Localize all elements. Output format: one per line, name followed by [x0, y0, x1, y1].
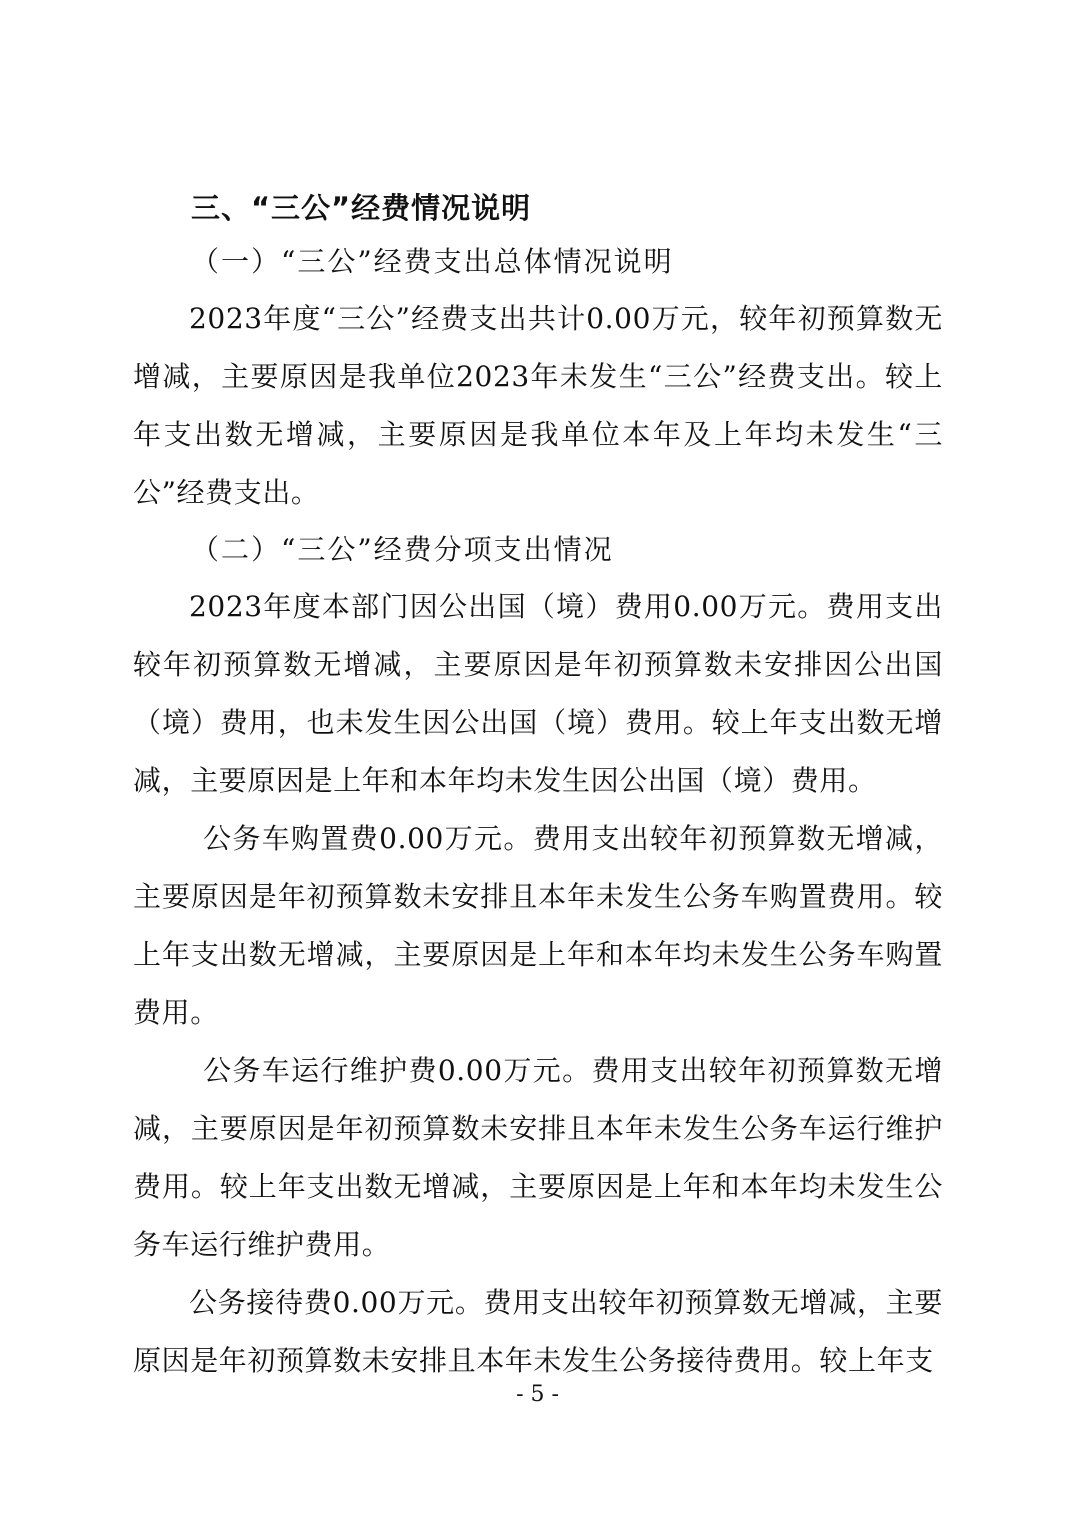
paragraph-overseas-travel: 2023年度本部门因公出国（境）费用0.00万元。费用支出较年初预算数无增减，主要原因是年初预算数未安排因公出国（境）费用，也未发生因公出国（境）费用。较上年支出数无增减，主要原因是上年和本年均未发生因公出国（境）费用。 [133, 590, 943, 797]
section-heading: 三、“三公”经费情况说明 [191, 191, 532, 225]
document-body [133, 182, 943, 1390]
subsection-heading-2: （二）“三公”经费分项支出情况 [191, 533, 614, 566]
paragraph-reception: 公务接待费0.00万元。费用支出较年初预算数无增减，主要原因是年初预算数未安排且本年未发生公务接待费用。较上年支 [133, 1286, 943, 1377]
paragraph-vehicle-purchase: 公务车购置费0.00万元。费用支出较年初预算数无增减，主要原因是年初预算数未安排且本年未发生公务车购置费用。较上年支出数无增减，主要原因是上年和本年均未发生公务车购置费用。 [133, 822, 943, 1029]
page-number: - 5 - [516, 1382, 559, 1407]
paragraph-overview: 2023年度“三公”经费支出共计0.00万元，较年初预算数无增减，主要原因是我单位2023年未发生“三公”经费支出。较上年支出数无增减，主要原因是我单位本年及上年均未发生“三公”经费支出。 [133, 302, 943, 509]
subsection-heading-1: （一）“三公”经费支出总体情况说明 [191, 245, 674, 278]
paragraph-vehicle-maintenance: 公务车运行维护费0.00万元。费用支出较年初预算数无增减，主要原因是年初预算数未安排且本年未发生公务车运行维护费用。较上年支出数无增减，主要原因是上年和本年均未发生公务车运行维护费用。 [133, 1054, 943, 1261]
